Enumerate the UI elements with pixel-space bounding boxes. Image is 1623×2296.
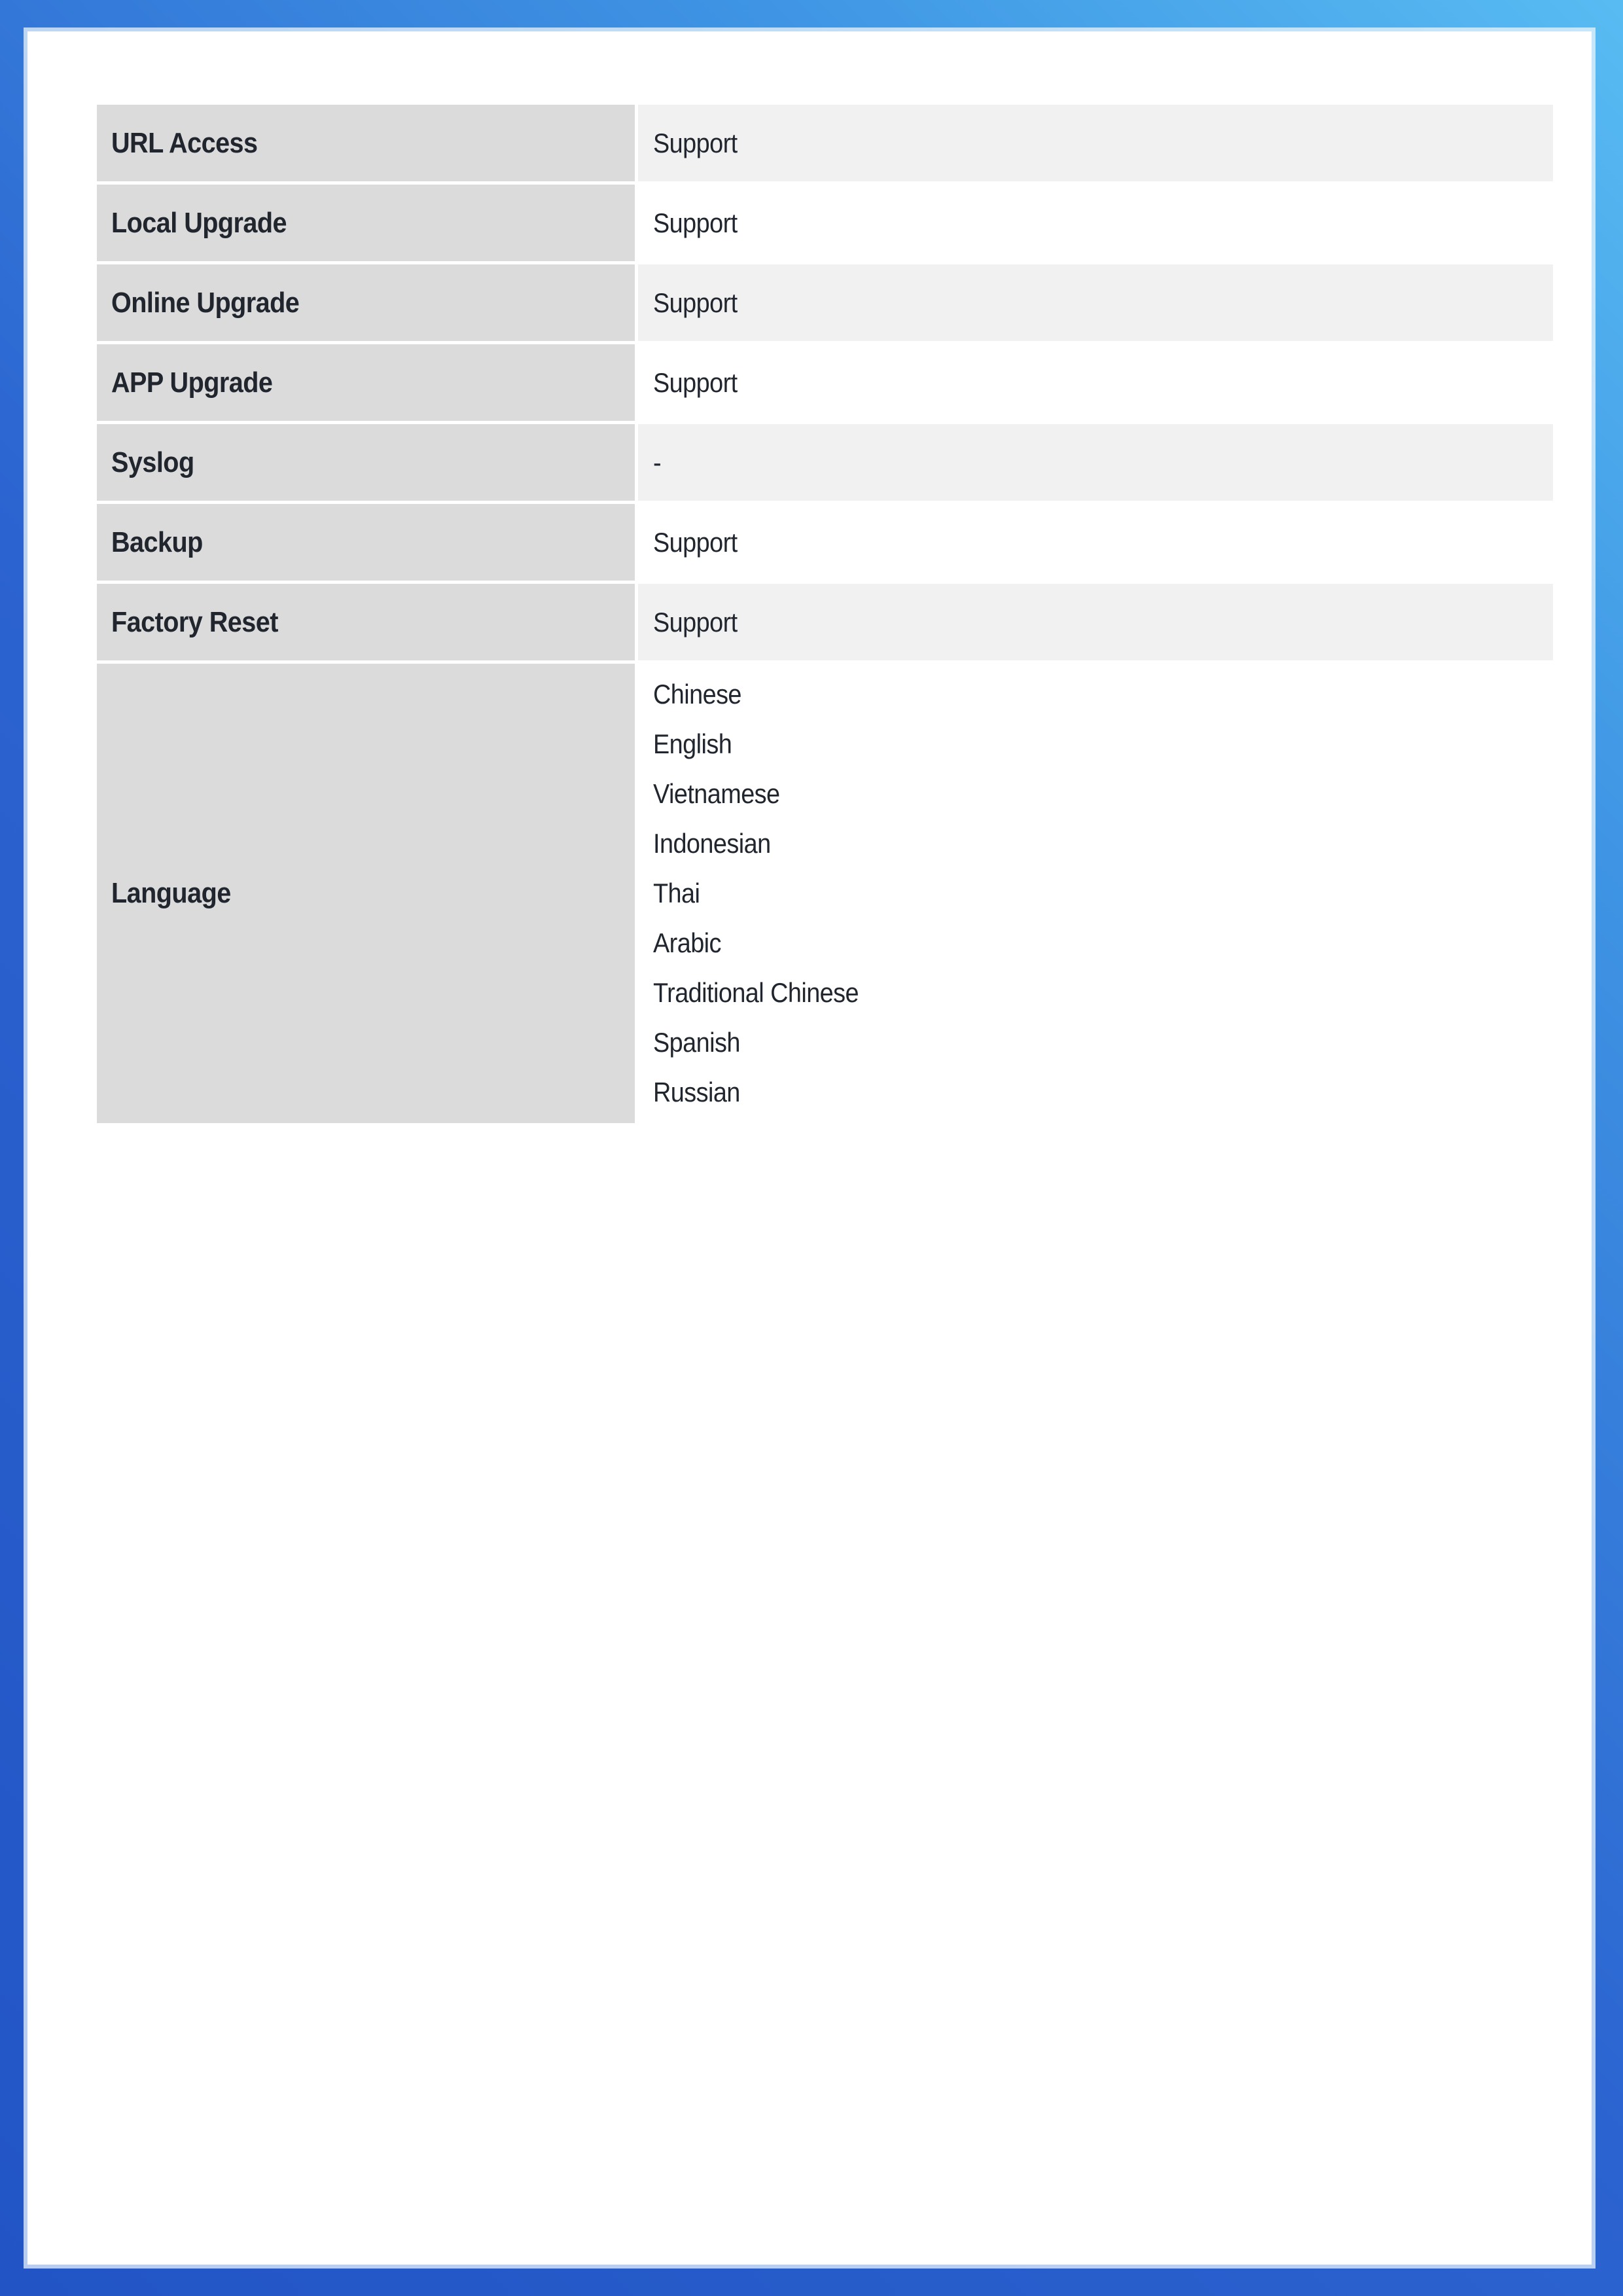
table-row <box>97 105 1553 181</box>
table-row-language <box>97 664 1553 1123</box>
row-label-cell <box>97 185 635 261</box>
language-item <box>653 719 1553 769</box>
row-label-cell <box>97 264 635 341</box>
row-value-cell <box>638 424 1553 501</box>
row-label: Backup <box>111 526 203 558</box>
row-label: Local Upgrade <box>111 206 287 239</box>
row-label-cell <box>97 584 635 660</box>
row-value-cell <box>638 584 1553 660</box>
language-item-label: Indonesian <box>653 828 771 859</box>
spec-table <box>94 101 1556 1126</box>
language-item-label: Chinese <box>653 679 741 709</box>
table-row <box>97 185 1553 261</box>
row-value-cell <box>638 185 1553 261</box>
language-item <box>653 670 1553 719</box>
row-label: URL Access <box>111 126 258 159</box>
language-item <box>653 1018 1553 1067</box>
row-value-cell <box>638 664 1553 1123</box>
row-value: Support <box>653 367 738 398</box>
table-row <box>97 504 1553 581</box>
language-item <box>653 819 1553 869</box>
language-item-label: Thai <box>653 878 700 908</box>
row-value: Support <box>653 127 738 158</box>
language-list <box>653 664 1553 1123</box>
table-row <box>97 264 1553 341</box>
row-label: APP Upgrade <box>111 366 273 399</box>
language-item-label: Arabic <box>653 927 721 958</box>
row-label: Syslog <box>111 446 194 478</box>
row-value: Support <box>653 606 738 637</box>
language-item-label: English <box>653 728 732 759</box>
row-label: Online Upgrade <box>111 286 300 319</box>
row-value: Support <box>653 207 738 238</box>
language-item <box>653 869 1553 918</box>
row-value: Support <box>653 287 738 318</box>
row-value-cell <box>638 504 1553 581</box>
language-item <box>653 968 1553 1018</box>
row-label: Language <box>111 877 231 909</box>
table-row <box>97 584 1553 660</box>
table-row <box>97 344 1553 421</box>
language-item <box>653 1067 1553 1117</box>
language-item-label: Traditional Chinese <box>653 977 859 1008</box>
row-value: - <box>653 446 662 478</box>
row-label: Factory Reset <box>111 605 278 638</box>
language-item-label: Spanish <box>653 1027 740 1058</box>
row-value-cell <box>638 105 1553 181</box>
document-page <box>27 31 1592 2265</box>
row-label-cell <box>97 424 635 501</box>
language-item-label: Russian <box>653 1077 740 1107</box>
language-item <box>653 918 1553 968</box>
row-label-cell <box>97 105 635 181</box>
language-item-label: Vietnamese <box>653 778 780 809</box>
row-label-cell <box>97 504 635 581</box>
language-item <box>653 769 1553 819</box>
row-label-cell <box>97 664 635 1123</box>
row-value: Support <box>653 526 738 558</box>
row-label-cell <box>97 344 635 421</box>
table-row <box>97 424 1553 501</box>
row-value-cell <box>638 264 1553 341</box>
row-value-cell <box>638 344 1553 421</box>
